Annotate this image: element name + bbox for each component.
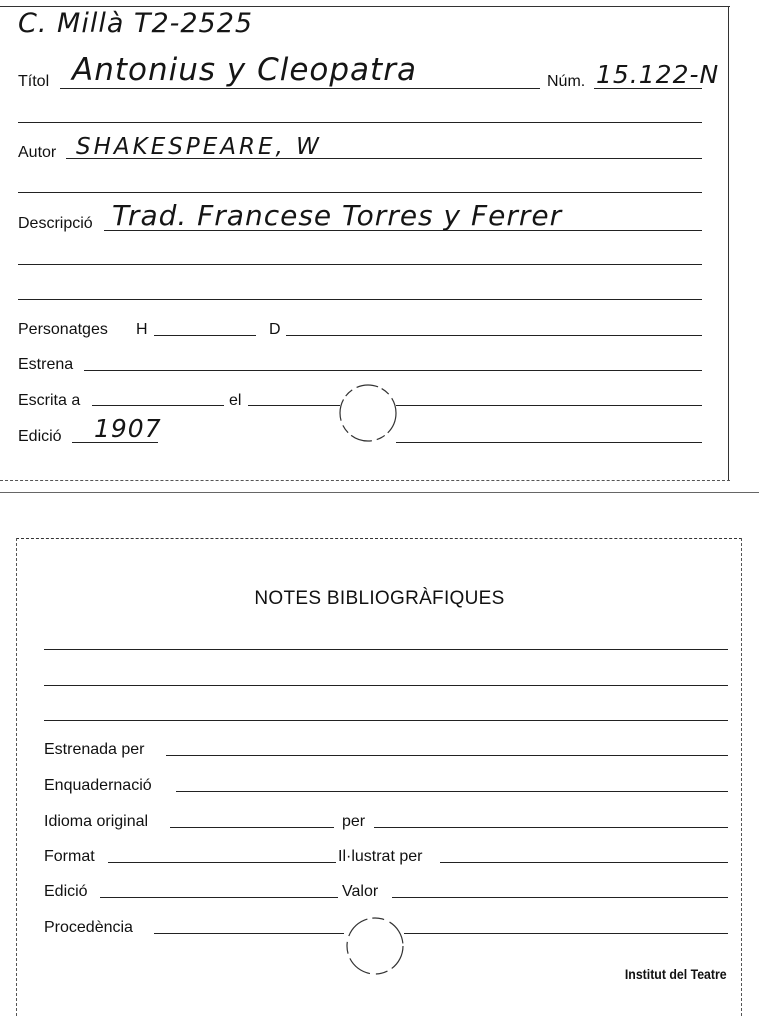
notes-line xyxy=(44,720,728,721)
escrita-line xyxy=(92,405,224,406)
illustrat-label: Il·lustrat per xyxy=(338,848,423,865)
blank-line xyxy=(18,192,702,193)
num-label: Núm. xyxy=(547,73,586,90)
personatges-h-label: H xyxy=(136,321,148,338)
procedencia-line-continued xyxy=(404,933,728,934)
num-value: 15.122-N xyxy=(596,60,720,89)
blank-line xyxy=(18,264,702,265)
front-catalog-card xyxy=(0,0,735,492)
personatges-label: Personatges xyxy=(18,321,108,338)
estrenada-label: Estrenada per xyxy=(44,741,145,758)
punch-hole-icon xyxy=(342,914,408,978)
idioma-line xyxy=(170,827,334,828)
notes-line xyxy=(44,649,728,650)
blank-line xyxy=(18,299,702,300)
estrenada-line xyxy=(166,755,728,756)
back-edicio-line xyxy=(100,897,338,898)
edicio-label: Edició xyxy=(18,428,62,445)
escrita-label: Escrita a xyxy=(18,392,81,409)
idioma-per-line xyxy=(374,827,728,828)
estrena-label: Estrena xyxy=(18,356,74,373)
descripcio-label: Descripció xyxy=(18,215,93,232)
procedencia-label: Procedència xyxy=(44,919,133,936)
card-border-right xyxy=(728,6,729,480)
autor-label: Autor xyxy=(18,144,57,161)
card-cut-edge xyxy=(0,480,730,481)
back-edicio-label: Edició xyxy=(44,883,88,900)
punch-hole-icon xyxy=(336,382,400,446)
idioma-label: Idioma original xyxy=(44,813,149,830)
institution-footer: Institut del Teatre xyxy=(625,966,727,982)
estrena-line xyxy=(84,370,702,371)
format-line xyxy=(108,862,336,863)
el-label: el xyxy=(229,392,242,409)
titol-label: Títol xyxy=(18,73,50,90)
card-border-top xyxy=(0,6,730,7)
enquadernacio-label: Enquadernació xyxy=(44,777,152,794)
edicio-value: 1907 xyxy=(94,414,162,443)
idioma-per-label: per xyxy=(342,813,366,830)
valor-label: Valor xyxy=(342,883,379,900)
handwritten-callnumber: C. Millà T2-2525 xyxy=(18,8,254,39)
descripcio-value: Trad. Francese Torres y Ferrer xyxy=(112,199,563,232)
personatges-d-label: D xyxy=(269,321,281,338)
procedencia-line xyxy=(154,933,344,934)
format-label: Format xyxy=(44,848,95,865)
notes-line xyxy=(44,685,728,686)
enquadernacio-line xyxy=(176,791,728,792)
valor-line xyxy=(392,897,728,898)
el-line-continued xyxy=(396,405,702,406)
personatges-h-line xyxy=(154,335,256,336)
illustrat-line xyxy=(440,862,728,863)
titol-value: Antonius y Cleopatra xyxy=(72,52,417,88)
edicio-line-continued xyxy=(396,442,702,443)
titol-line xyxy=(60,88,540,89)
personatges-d-line xyxy=(286,335,702,336)
blank-line xyxy=(18,122,702,123)
el-line xyxy=(248,405,340,406)
autor-value: SHAKESPEARE, W xyxy=(76,134,322,160)
notes-heading: NOTES BIBLIOGRÀFIQUES xyxy=(254,588,505,609)
